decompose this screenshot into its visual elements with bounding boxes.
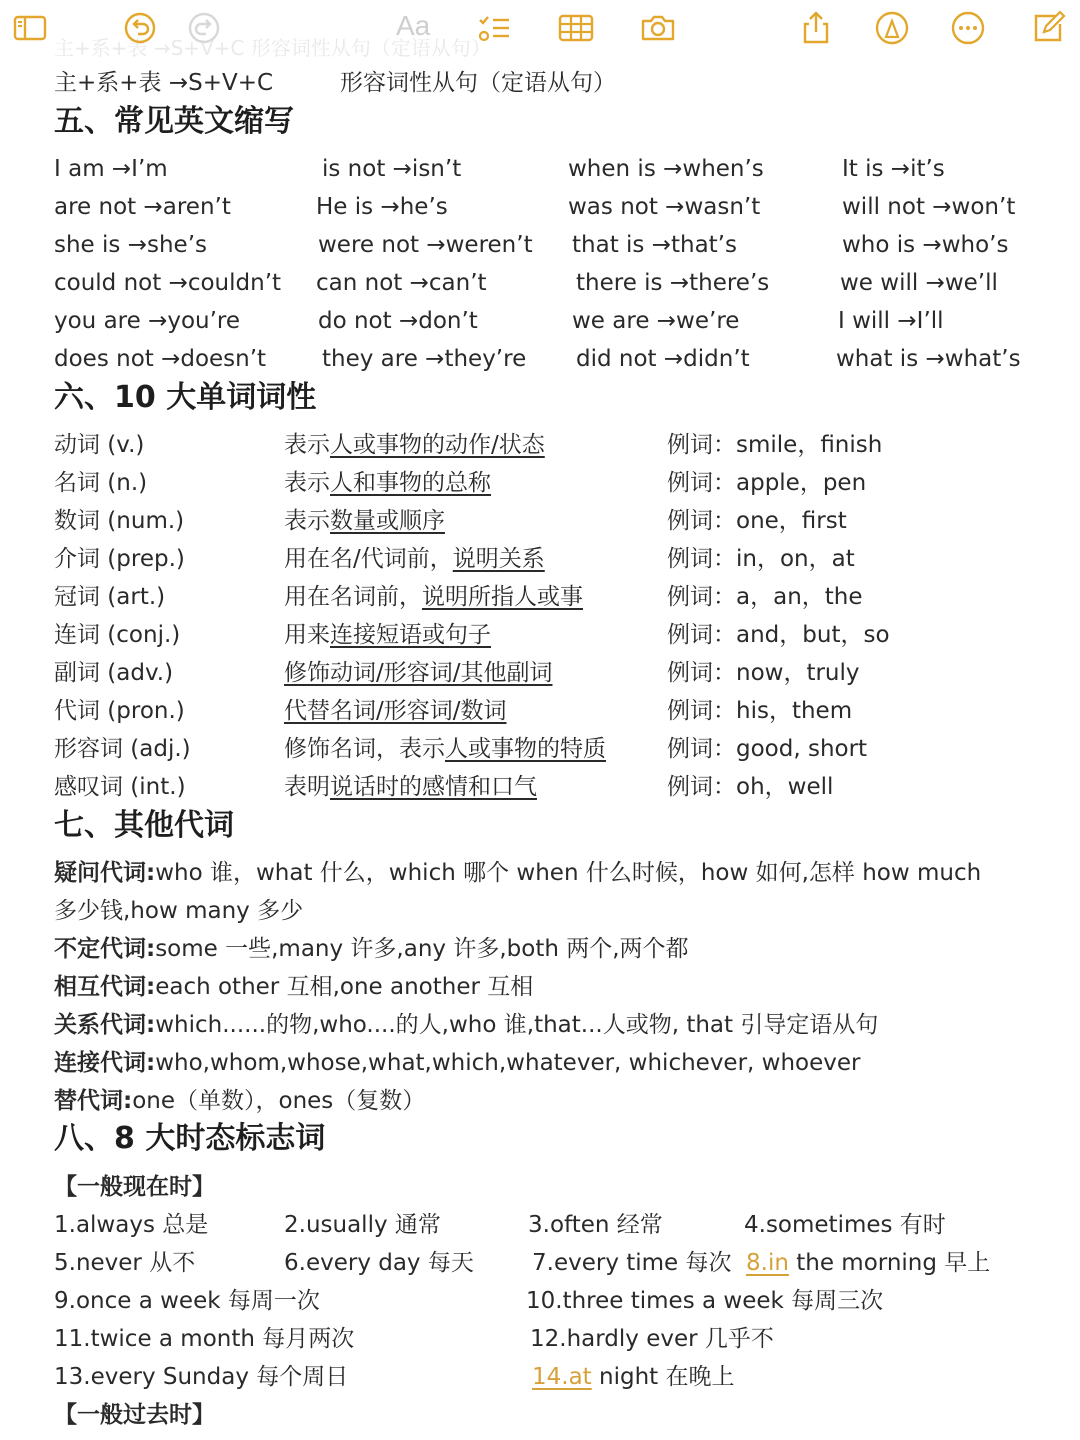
abbrev-item: does not →doesn’t xyxy=(54,346,267,372)
pos-example: 例词：one，first xyxy=(667,508,847,534)
pos-desc: 表明说话时的感情和口气 xyxy=(284,774,537,800)
abbrev-item: when is →when’s xyxy=(568,156,764,182)
more-icon[interactable] xyxy=(950,10,986,46)
pos-name: 副词 (adv.) xyxy=(54,660,174,686)
pos-name: 名词 (n.) xyxy=(54,470,148,496)
abbrev-item: He is →he’s xyxy=(316,194,448,220)
text-format-icon[interactable]: Aa xyxy=(396,10,431,41)
pos-name: 连词 (conj.) xyxy=(54,622,181,648)
pos-desc: 代替名词/形容词/数词 xyxy=(284,698,507,724)
pos-example: 例词：and，but，so xyxy=(667,622,890,648)
ghost-scrolled-text: 主+系+表 →S+V+C 形容词性从句（定语从句） xyxy=(54,36,491,60)
pos-name: 感叹词 (int.) xyxy=(54,774,186,800)
section-heading: 五、常见英文缩写 xyxy=(54,104,294,139)
pronoun-line: 关系代词:which......的物,who....的人,who 谁,that...人或物, that 引导定语从句 xyxy=(54,1012,879,1038)
abbrev-item: do not →don’t xyxy=(318,308,478,334)
pronoun-line: 相互代词:each other 互相,one another 互相 xyxy=(54,974,534,1000)
camera-icon[interactable] xyxy=(640,10,676,46)
tense-word: 8.in the morning 早上 xyxy=(746,1250,991,1276)
share-icon[interactable] xyxy=(798,10,834,46)
abbrev-item: are not →aren’t xyxy=(54,194,231,220)
pos-name: 介词 (prep.) xyxy=(54,546,185,572)
compose-icon[interactable] xyxy=(1030,10,1066,46)
pos-example: 例词：in，on，at xyxy=(667,546,855,572)
pos-desc: 表示数量或顺序 xyxy=(284,508,445,534)
markup-icon[interactable] xyxy=(874,10,910,46)
toolbar xyxy=(0,0,1080,56)
pos-name: 形容词 (adj.) xyxy=(54,736,191,762)
abbrev-item: could not →couldn’t xyxy=(54,270,282,296)
pos-example: 例词：smile，finish xyxy=(667,432,883,458)
pronoun-line: 疑问代词:who 谁，what 什么，which 哪个 when 什么时候，how 如何,怎样 how much xyxy=(54,860,982,886)
abbrev-item: can not →can’t xyxy=(316,270,487,296)
pos-example: 例词：a，an，the xyxy=(667,584,863,610)
abbrev-item: you are →you’re xyxy=(54,308,241,334)
pos-name: 冠词 (art.) xyxy=(54,584,166,610)
subheading: 【一般过去时】 xyxy=(54,1402,215,1428)
tense-word: 12.hardly ever 几乎不 xyxy=(530,1326,774,1352)
subheading: 【一般现在时】 xyxy=(54,1174,215,1200)
sidebar-icon[interactable] xyxy=(12,10,48,46)
pos-name: 数词 (num.) xyxy=(54,508,185,534)
pos-desc: 修饰名词，表示人或事物的特质 xyxy=(284,736,606,762)
pos-desc: 用在名/代词前，说明关系 xyxy=(284,546,545,572)
section-heading: 六、10 大单词词性 xyxy=(54,380,317,415)
abbrev-item: I will →I’ll xyxy=(838,308,944,334)
checklist-icon[interactable] xyxy=(476,10,512,46)
redo-icon[interactable] xyxy=(186,10,222,46)
abbrev-item: I am →I’m xyxy=(54,156,168,182)
abbrev-item: will not →won’t xyxy=(842,194,1016,220)
abbrev-item: was not →wasn’t xyxy=(568,194,761,220)
pronoun-line: 替代词:one（单数），ones（复数） xyxy=(54,1088,426,1114)
tense-word: 11.twice a month 每月两次 xyxy=(54,1326,355,1352)
pos-example: 例词：apple，pen xyxy=(667,470,867,496)
abbrev-item: there is →there’s xyxy=(576,270,770,296)
text-line: 主+系+表 →S+V+C xyxy=(54,70,274,96)
detected-link[interactable]: 14.at xyxy=(532,1364,592,1390)
pos-desc: 修饰动词/形容词/其他副词 xyxy=(284,660,553,686)
tense-word: 5.never 从不 xyxy=(54,1250,196,1276)
abbrev-item: that is →that’s xyxy=(572,232,737,258)
section-heading: 八、8 大时态标志词 xyxy=(54,1121,326,1156)
pos-example: 例词：good, short xyxy=(667,736,868,762)
text-line: 形容词性从句（定语从句） xyxy=(340,70,616,96)
pos-desc: 用来连接短语或句子 xyxy=(284,622,491,648)
abbrev-item: she is →she’s xyxy=(54,232,207,258)
abbrev-item: who is →who’s xyxy=(842,232,1009,258)
abbrev-item: is not →isn’t xyxy=(322,156,462,182)
pronoun-line: 多少钱,how many 多少 xyxy=(54,898,304,924)
pronoun-line: 不定代词:some 一些,many 许多,any 许多,both 两个,两个都 xyxy=(54,936,689,962)
pos-name: 代词 (pron.) xyxy=(54,698,185,724)
abbrev-item: did not →didn’t xyxy=(576,346,750,372)
pos-desc: 用在名词前，说明所指人或事 xyxy=(284,584,583,610)
tense-word: 7.every time 每次 xyxy=(532,1250,732,1276)
abbrev-item: we are →we’re xyxy=(572,308,740,334)
pos-desc: 表示人或事物的动作/状态 xyxy=(284,432,545,458)
pos-desc: 表示人和事物的总称 xyxy=(284,470,491,496)
pos-example: 例词：oh，well xyxy=(667,774,834,800)
detected-link[interactable]: 8.in xyxy=(746,1250,789,1276)
abbrev-item: were not →weren’t xyxy=(318,232,533,258)
pos-example: 例词：his，them xyxy=(667,698,853,724)
abbrev-item: what is →what’s xyxy=(836,346,1021,372)
table-icon[interactable] xyxy=(558,10,594,46)
tense-word: 3.often 经常 xyxy=(528,1212,663,1238)
tense-word: 6.every day 每天 xyxy=(284,1250,474,1276)
abbrev-item: they are →they’re xyxy=(322,346,527,372)
tense-word: 4.sometimes 有时 xyxy=(744,1212,946,1238)
abbrev-item: It is →it’s xyxy=(842,156,945,182)
tense-word: 14.at night 在晚上 xyxy=(532,1364,735,1390)
tense-word: 1.always 总是 xyxy=(54,1212,209,1238)
tense-word: 10.three times a week 每周三次 xyxy=(526,1288,884,1314)
undo-icon[interactable] xyxy=(122,10,158,46)
pos-name: 动词 (v.) xyxy=(54,432,145,458)
abbrev-item: we will →we’ll xyxy=(840,270,998,296)
tense-word: 13.every Sunday 每个周日 xyxy=(54,1364,349,1390)
pos-example: 例词：now，truly xyxy=(667,660,860,686)
section-heading: 七、其他代词 xyxy=(54,808,234,843)
tense-word: 2.usually 通常 xyxy=(284,1212,441,1238)
tense-word: 9.once a week 每周一次 xyxy=(54,1288,320,1314)
pronoun-line: 连接代词:who,whom,whose,what,which,whatever, whichever, whoever xyxy=(54,1050,861,1076)
